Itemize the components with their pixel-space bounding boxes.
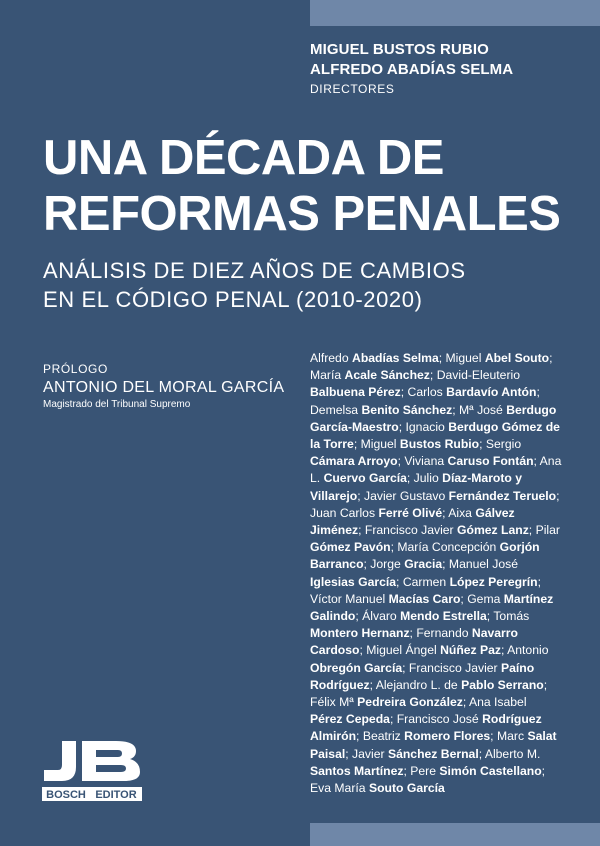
contributor-surname: Salat Paisal bbox=[310, 729, 557, 761]
contributor-name bbox=[370, 557, 442, 571]
contributor-surname: Núñez Paz bbox=[440, 643, 502, 658]
contributor-surname: Gorjón Barranco bbox=[310, 540, 540, 572]
contributor-surname: Berdugo García-Maestro bbox=[310, 402, 557, 434]
contributors-list: Alfredo Abadías Selma; Miguel Abel Souto; María Acale Sánchez; David-Eleuterio Balbuena Pérez; Carlos Bardavío Antón; Demelsa Benito Sánchez; Mª José Berdugo García-Maestro; Ignacio Berdugo Gómez de la Torre; Miguel Bustos Rubio; Sergio Cámara Arroyo; Viviana Caruso Fontán; Ana L. Cuervo García; Julio Díaz-Maroto y Villarejo; Javier Gustavo Fernández Teruelo; Juan Carlos Ferré Olivé; Aixa Gálvez Jiménez; Francisco Javier Gómez Lanz; Pilar Gómez Pavón; María Concepción Gorjón Barranco; Jorge Gracia; Manuel José Iglesias García; Carmen López Peregrín; Víctor Manuel Macías Caro; Gema Martínez Galindo; Álvaro Mendo Estrella; Tomás Montero Hernanz; Fernando Navarro Cardoso; Miguel Ángel Núñez Paz; Antonio Obregón García; Francisco Javier Paíno Rodríguez; Alejandro L. de Pablo Serrano; Félix Mª Pedreira González; Ana Isabel Pérez Cepeda; Francisco José Rodríguez Almirón; Beatriz Romero Flores; Marc Salat Paisal; Javier Sánchez Bernal; Alberto M. Santos Martínez; Pere Simón Castellano; Eva María Souto García bbox=[310, 351, 562, 796]
prologue-block bbox=[43, 361, 284, 411]
contributor-first-name: Carlos bbox=[407, 385, 443, 400]
contributor-surname: Macías Caro bbox=[388, 591, 461, 606]
contributor-first-name: María bbox=[310, 368, 342, 383]
contributor-first-name: Francisco Javier bbox=[364, 523, 454, 538]
contributor-first-name: Miguel Ángel bbox=[366, 643, 437, 658]
directors-role: DIRECTORES bbox=[310, 82, 395, 96]
logo-j-shape bbox=[44, 741, 76, 781]
director-name-1: MIGUEL BUSTOS RUBIO bbox=[310, 41, 489, 58]
contributor-first-name: Juan Carlos bbox=[310, 505, 376, 520]
contributor-surname: Martínez Galindo bbox=[310, 591, 554, 624]
contributor-name bbox=[310, 351, 439, 365]
contributor-surname: Bustos Rubio bbox=[399, 437, 480, 452]
contributor-surname: Obregón García bbox=[310, 660, 403, 675]
contributor-surname: Ferré Olivé bbox=[378, 505, 443, 520]
contributor-name bbox=[404, 454, 533, 468]
contributor-surname: Navarro Cardoso bbox=[310, 626, 518, 658]
contributor-surname: Acale Sánchez bbox=[344, 368, 430, 383]
contributor-name bbox=[362, 609, 487, 623]
contributor-first-name: Félix Mª bbox=[310, 695, 354, 710]
contributor-surname: Montero Hernanz bbox=[310, 626, 410, 641]
contributor-name bbox=[310, 368, 430, 382]
contributor-first-name: Antonio bbox=[507, 643, 549, 658]
book-title-line-1: UNA DÉCADA DE bbox=[43, 131, 444, 185]
contributor-surname: Mendo Estrella bbox=[400, 609, 487, 624]
contributor-surname: Santos Martínez bbox=[310, 763, 404, 778]
contributor-first-name: Mª José bbox=[459, 402, 503, 417]
contributor-first-name: Ana L. bbox=[310, 454, 562, 486]
book-title-line-2: REFORMAS PENALES bbox=[43, 187, 561, 241]
book-subtitle-line-2: EN EL CÓDIGO PENAL (2010-2020) bbox=[43, 287, 423, 312]
contributor-surname: Balbuena Pérez bbox=[310, 385, 401, 400]
prologue-author: ANTONIO DEL MORAL GARCÍA bbox=[43, 379, 285, 396]
contributor-first-name: David-Eleuterio bbox=[436, 368, 521, 383]
contributor-name bbox=[310, 403, 452, 417]
contributor-name bbox=[310, 695, 463, 709]
bottom-accent-bar bbox=[310, 823, 600, 846]
contributor-first-name: Pere bbox=[410, 763, 436, 778]
contributor-first-name: Demelsa bbox=[310, 402, 359, 417]
contributor-name bbox=[363, 729, 490, 743]
logo-wordmark-bosch: BOSCH bbox=[46, 789, 86, 801]
contributor-name bbox=[446, 351, 550, 365]
contributor-first-name: Alberto M. bbox=[484, 746, 541, 761]
contributor-first-name: Javier bbox=[352, 746, 385, 761]
prologue-label: PRÓLOGO bbox=[43, 362, 108, 376]
contributor-surname: Paíno Rodríguez bbox=[310, 660, 535, 692]
contributor-first-name: Jorge bbox=[370, 557, 401, 572]
contributor-name bbox=[352, 747, 479, 761]
contributor-first-name: Beatriz bbox=[362, 729, 401, 744]
contributor-first-name: Ana Isabel bbox=[468, 695, 527, 710]
contributor-surname: Gracia bbox=[404, 557, 443, 572]
contributor-first-name: Sergio bbox=[485, 437, 522, 452]
book-subtitle-line-1: ANÁLISIS DE DIEZ AÑOS DE CAMBIOS bbox=[43, 258, 466, 283]
contributor-first-name: Francisco Javier bbox=[408, 660, 498, 675]
contributor-name bbox=[364, 489, 556, 503]
contributor-first-name: Pilar bbox=[535, 523, 560, 538]
contributor-surname: Simón Castellano bbox=[439, 763, 542, 778]
contributor-surname: Berdugo Gómez de la Torre bbox=[310, 419, 560, 452]
contributor-first-name: Miguel bbox=[360, 437, 397, 452]
contributor-first-name: Gema bbox=[467, 591, 501, 606]
contributor-surname: Sánchez Bernal bbox=[387, 746, 479, 761]
contributor-first-name: Marc bbox=[496, 729, 525, 744]
contributor-surname: Gálvez Jiménez bbox=[310, 505, 515, 538]
contributor-surname: Fernández Teruelo bbox=[448, 488, 557, 503]
contributor-surname: Abel Souto bbox=[484, 351, 550, 365]
contributor-surname: Iglesias García bbox=[310, 574, 397, 589]
contributor-surname: Rodríguez Almirón bbox=[310, 712, 542, 744]
contributor-first-name: Ignacio bbox=[405, 419, 445, 434]
contributor-first-name: Carmen bbox=[402, 574, 447, 589]
contributor-name bbox=[410, 764, 541, 778]
contributor-first-name: Manuel José bbox=[448, 557, 519, 572]
contributor-name bbox=[408, 385, 537, 399]
contributor-first-name: María Concepción bbox=[397, 540, 497, 555]
contributor-surname: Pérez Cepeda bbox=[310, 712, 390, 727]
logo-wordmark-editor: EDITOR bbox=[95, 789, 137, 801]
contributor-first-name: Aixa bbox=[448, 505, 472, 520]
contributor-surname: Benito Sánchez bbox=[361, 402, 453, 417]
book-subtitle bbox=[43, 256, 466, 314]
directors-block bbox=[310, 40, 513, 98]
contributor-first-name: Víctor Manuel bbox=[310, 591, 386, 606]
contributor-surname: Díaz-Maroto y Villarejo bbox=[310, 471, 523, 503]
contributor-surname: Gómez Lanz bbox=[457, 523, 529, 538]
contributor-first-name: Alejandro L. de bbox=[375, 677, 458, 692]
contributor-surname: Bardavío Antón bbox=[446, 385, 537, 400]
contributor-first-name: Eva María bbox=[310, 781, 366, 796]
contributor-name bbox=[365, 523, 529, 537]
contributor-name bbox=[403, 575, 538, 589]
contributor-surname: Souto García bbox=[368, 781, 445, 796]
contributor-first-name: Viviana bbox=[404, 454, 445, 469]
top-accent-bar bbox=[310, 0, 600, 26]
contributor-surname: Cámara Arroyo bbox=[310, 454, 398, 469]
contributor-surname: Cuervo García bbox=[323, 471, 407, 486]
contributor-first-name: Javier Gustavo bbox=[363, 488, 446, 503]
contributor-surname: López Peregrín bbox=[449, 574, 538, 589]
book-title bbox=[43, 130, 560, 242]
contributor-surname: Pablo Serrano bbox=[461, 677, 544, 692]
contributor-surname: Romero Flores bbox=[404, 729, 491, 744]
contributor-name bbox=[376, 678, 544, 692]
contributor-first-name: Francisco José bbox=[396, 712, 479, 727]
contributor-surname: Caruso Fontán bbox=[447, 454, 534, 469]
contributor-first-name: Alfredo bbox=[310, 351, 349, 365]
contributor-first-name: Julio bbox=[413, 471, 439, 486]
director-name-2: ALFREDO ABADÍAS SELMA bbox=[310, 61, 514, 78]
contributor-name bbox=[361, 437, 480, 451]
contributor-name bbox=[310, 592, 460, 606]
contributor-surname: Abadías Selma bbox=[352, 351, 439, 365]
contributor-name bbox=[366, 643, 501, 657]
publisher-logo bbox=[42, 737, 142, 801]
contributor-surname: Gómez Pavón bbox=[310, 540, 391, 555]
contributor-first-name: Miguel bbox=[445, 351, 482, 365]
contributor-name bbox=[310, 506, 442, 520]
contributor-surname: Pedreira González bbox=[357, 695, 463, 710]
contributor-name bbox=[310, 781, 445, 795]
logo-b-shape bbox=[82, 741, 140, 781]
contributor-first-name: Álvaro bbox=[362, 609, 397, 624]
prologue-author-position: Magistrado del Tribunal Supremo bbox=[43, 399, 191, 410]
contributor-first-name: Tomás bbox=[493, 609, 530, 624]
contributor-first-name: Fernando bbox=[416, 626, 469, 641]
